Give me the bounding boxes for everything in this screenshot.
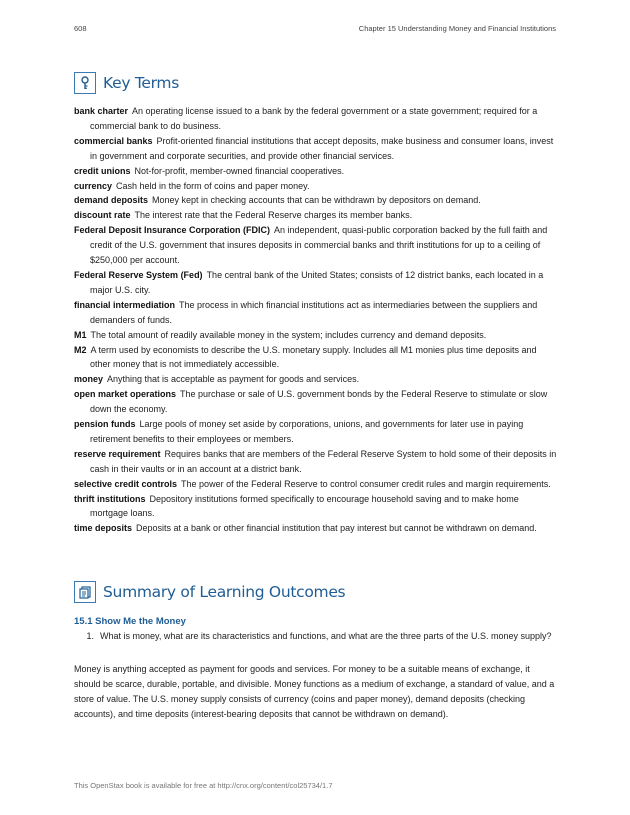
key-term-word: demand deposits	[74, 195, 149, 206]
key-term-definition: Not-for-profit, member-owned financial cooperatives.	[134, 165, 345, 176]
key-term-definition: An operating license issued to a bank by the federal government or a state government; required for a commercial bank to do business.	[90, 106, 538, 131]
key-term-word: M1	[74, 329, 87, 340]
key-term-word: credit unions	[74, 165, 131, 176]
key-term-definition: The total amount of readily available money in the system; includes currency and demand deposits.	[90, 329, 487, 340]
summary-paragraph: Money is anything accepted as payment for goods and services. For money to be a suitable means of exchange, it should be scarce, durable, portable, and divisible. Money functions as a medium of exchange, a standard of value, and a store of value. The U.S. money supply consists of currency (coins and paper money), demand deposits (checking accounts), and time deposits (interest-bearing deposits that cannot be withdrawn on demand).	[74, 664, 555, 719]
key-term-entry	[74, 447, 558, 477]
key-term-definition: Requires banks that are members of the Federal Reserve System to hold some of their deposits in cash in their vaults or in an account at a district bank.	[90, 448, 557, 474]
summary-heading	[74, 581, 345, 603]
key-term-word: pension funds	[74, 419, 136, 430]
chapter-title: Chapter 15 Understanding Money and Financial Institutions	[358, 24, 556, 33]
key-term-definition: Deposits at a bank or other financial institution that pay interest but cannot be withdrawn on demand.	[136, 523, 537, 534]
section-title: Summary of Learning Outcomes	[103, 583, 346, 601]
key-term-entry	[74, 164, 558, 179]
key-icon	[74, 72, 96, 94]
key-term-entry	[74, 343, 558, 373]
key-term-definition: An independent, quasi-public corporation backed by the full faith and credit of the U.S. government that insures deposits in commercial banks and thrift institutions for up to a ceiling of $250,000 per account.	[90, 225, 548, 266]
key-term-word: thrift institutions	[74, 493, 146, 504]
page-number: 608	[74, 24, 87, 33]
key-terms-list	[74, 104, 558, 536]
key-term-entry	[74, 492, 558, 522]
key-term-entry	[74, 372, 558, 387]
key-term-entry	[74, 193, 558, 208]
key-term-definition: Depository institutions formed specifically to encourage household saving and to make home mortgage loans.	[90, 493, 519, 519]
key-term-entry	[74, 104, 558, 134]
key-term-entry	[74, 268, 558, 298]
summary-list-icon	[74, 581, 96, 603]
key-term-word: discount rate	[74, 210, 131, 221]
key-term-entry	[74, 417, 558, 447]
key-term-entry	[74, 134, 558, 164]
key-terms-heading	[74, 72, 179, 94]
key-term-entry	[74, 521, 558, 536]
key-term-word: M2	[74, 344, 87, 355]
question-number: 1.	[86, 631, 94, 641]
key-term-entry	[74, 208, 558, 223]
key-term-definition: The central bank of the United States; consists of 12 district banks, each located in a major U.S. city.	[90, 269, 544, 295]
key-term-definition: Cash held in the form of coins and paper money.	[116, 180, 310, 191]
key-term-entry	[74, 298, 558, 328]
key-term-word: bank charter	[74, 106, 129, 116]
key-term-word: time deposits	[74, 523, 133, 534]
key-term-word: commercial banks	[74, 135, 153, 146]
key-term-definition: Profit-oriented financial institutions that accept deposits, make business and consumer loans, invest in government and corporate securities, and provide other financial services.	[90, 135, 554, 161]
key-term-definition: Large pools of money set aside by corporations, unions, and governments for later use in paying retirement benefits to their employees or members.	[90, 419, 524, 444]
key-term-entry	[74, 387, 558, 417]
key-term-definition: Money kept in checking accounts that can be withdrawn by depositors on demand.	[152, 195, 481, 206]
key-term-word: Federal Deposit Insurance Corporation (FDIC)	[74, 225, 271, 236]
key-term-definition: The interest rate that the Federal Reserve charges its member banks.	[134, 210, 413, 221]
question-text: What is money, what are its characteristics and functions, and what are the three parts of the U.S. money supply?	[100, 631, 552, 641]
key-term-word: money	[74, 374, 104, 385]
section-title: Key Terms	[103, 74, 179, 92]
key-term-entry	[74, 477, 558, 492]
key-term-definition: The process in which financial institutions act as intermediaries between the suppliers and demanders of funds.	[90, 299, 538, 325]
key-term-word: selective credit controls	[74, 478, 178, 489]
key-term-definition: Anything that is acceptable as payment for goods and services.	[107, 374, 360, 385]
key-term-definition: A term used by economists to describe the U.S. monetary supply. Includes all M1 monies plus time deposits and other money that is not immediately accessible.	[90, 344, 537, 370]
key-term-entry	[74, 328, 558, 343]
running-header	[74, 24, 556, 33]
key-term-word: currency	[74, 180, 113, 191]
key-term-word: Federal Reserve System (Fed)	[74, 269, 203, 280]
key-term-entry	[74, 223, 558, 268]
summary-subheading: 15.1 Show Me the Money	[74, 616, 186, 627]
key-term-entry	[74, 179, 558, 194]
key-term-word: financial intermediation	[74, 299, 176, 310]
key-term-definition: The purchase or sale of U.S. government bonds by the Federal Reserve to stimulate or slow down the economy.	[90, 389, 548, 415]
key-term-word: open market operations	[74, 389, 177, 400]
key-term-word: reserve requirement	[74, 448, 161, 459]
summary-question	[74, 629, 558, 644]
page-footer: This OpenStax book is available for free at http://cnx.org/content/col25734/1.7	[74, 781, 333, 790]
key-term-definition: The power of the Federal Reserve to control consumer credit rules and margin requirements.	[181, 478, 551, 489]
